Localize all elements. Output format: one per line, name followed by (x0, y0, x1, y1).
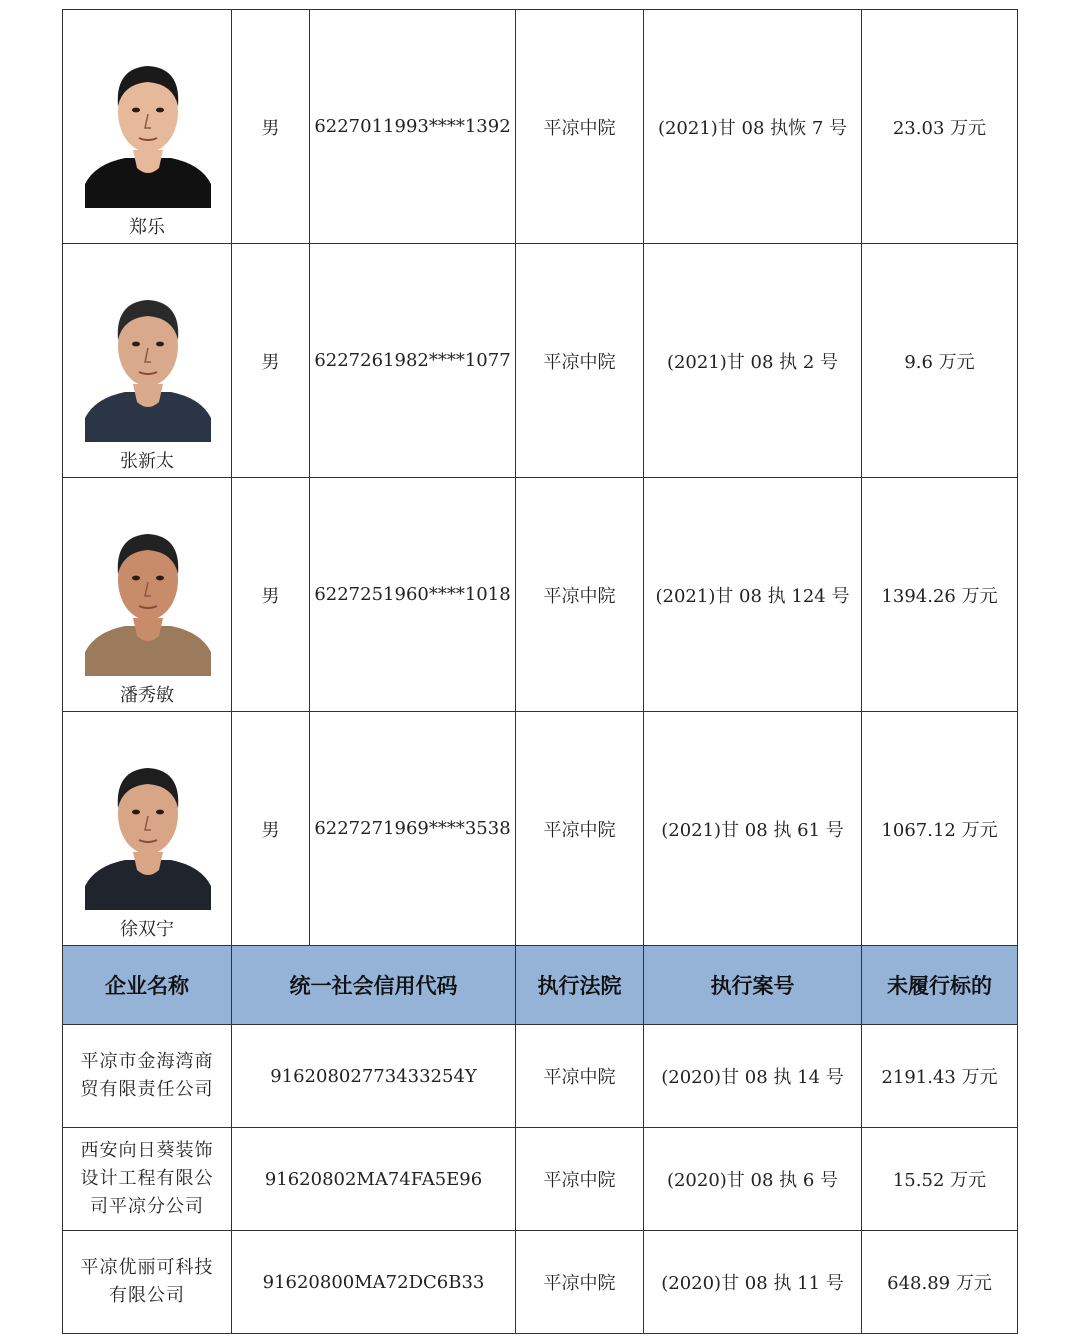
person-row (63, 478, 1018, 712)
person-name: 徐双宁 (120, 919, 174, 940)
person-case-number: (2021)甘 08 执 61 号 (644, 712, 862, 946)
company-amount: 15.52 万元 (862, 1128, 1018, 1231)
company-court: 平凉中院 (516, 1231, 644, 1334)
person-photo (85, 46, 211, 208)
person-id-number: 6227011993****1392 (310, 10, 516, 244)
debtor-table (62, 9, 1018, 1334)
company-credit-code: 91620802773433254Y (232, 1025, 516, 1128)
header-company-name: 企业名称 (63, 946, 232, 1025)
debtor-table-frame (62, 9, 1017, 1335)
person-photo (85, 748, 211, 910)
person-row (63, 712, 1018, 946)
company-case-number: (2020)甘 08 执 14 号 (644, 1025, 862, 1128)
company-row (63, 1025, 1018, 1128)
person-id-number: 6227251960****1018 (310, 478, 516, 712)
person-row (63, 244, 1018, 478)
company-name: 平凉优丽可科技有限公司 (63, 1231, 232, 1334)
person-amount: 9.6 万元 (862, 244, 1018, 478)
company-amount: 648.89 万元 (862, 1231, 1018, 1334)
person-court: 平凉中院 (516, 712, 644, 946)
company-name: 平凉市金海湾商贸有限责任公司 (63, 1025, 232, 1128)
person-gender: 男 (232, 712, 310, 946)
person-photo (85, 514, 211, 676)
company-credit-code: 91620800MA72DC6B33 (232, 1231, 516, 1334)
company-header-row (63, 946, 1018, 1025)
company-court: 平凉中院 (516, 1128, 644, 1231)
person-photo (85, 280, 211, 442)
person-case-number: (2021)甘 08 执恢 7 号 (644, 10, 862, 244)
person-court: 平凉中院 (516, 478, 644, 712)
company-case-number: (2020)甘 08 执 11 号 (644, 1231, 862, 1334)
person-id-number: 6227261982****1077 (310, 244, 516, 478)
header-case-number: 执行案号 (644, 946, 862, 1025)
person-amount: 23.03 万元 (862, 10, 1018, 244)
photo-cell (63, 10, 232, 244)
person-name: 张新太 (120, 451, 174, 472)
photo-cell (63, 712, 232, 946)
person-gender: 男 (232, 244, 310, 478)
person-id-number: 6227271969****3538 (310, 712, 516, 946)
header-amount: 未履行标的 (862, 946, 1018, 1025)
company-court: 平凉中院 (516, 1025, 644, 1128)
person-row (63, 10, 1018, 244)
company-credit-code: 91620802MA74FA5E96 (232, 1128, 516, 1231)
header-court: 执行法院 (516, 946, 644, 1025)
company-name: 西安向日葵装饰设计工程有限公司平凉分公司 (63, 1128, 232, 1231)
person-name: 潘秀敏 (120, 685, 174, 706)
header-credit-code: 统一社会信用代码 (232, 946, 516, 1025)
photo-cell (63, 244, 232, 478)
person-court: 平凉中院 (516, 244, 644, 478)
person-court: 平凉中院 (516, 10, 644, 244)
company-case-number: (2020)甘 08 执 6 号 (644, 1128, 862, 1231)
person-amount: 1067.12 万元 (862, 712, 1018, 946)
company-row (63, 1231, 1018, 1334)
person-gender: 男 (232, 10, 310, 244)
person-name: 郑乐 (129, 217, 165, 238)
company-row (63, 1128, 1018, 1231)
person-gender: 男 (232, 478, 310, 712)
person-case-number: (2021)甘 08 执 124 号 (644, 478, 862, 712)
person-case-number: (2021)甘 08 执 2 号 (644, 244, 862, 478)
person-amount: 1394.26 万元 (862, 478, 1018, 712)
photo-cell (63, 478, 232, 712)
company-amount: 2191.43 万元 (862, 1025, 1018, 1128)
